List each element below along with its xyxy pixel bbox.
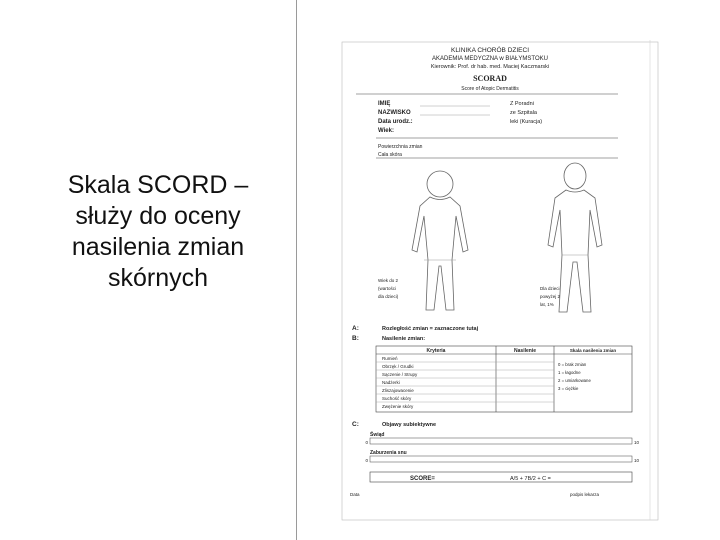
sleep-label: Zaburzenia snu: [370, 450, 407, 456]
section-b-label: B:: [352, 335, 359, 342]
scorad-form-scan: [300, 0, 720, 540]
scale-item: 1 = łagodne: [558, 370, 581, 375]
table-row: Sączenie / Strupy: [382, 372, 418, 377]
slide-divider: [296, 0, 297, 540]
form-header-2: AKADEMIA MEDYCZNA w BIAŁYMSTOKU: [432, 56, 548, 62]
table-row: Suchość skóry: [382, 396, 412, 401]
caption-line-3: nasilenia zmian: [71, 233, 245, 261]
field-age: Wiek:: [378, 128, 394, 134]
form-subtitle: Score of Atopic Dermatitis: [461, 86, 519, 92]
scale-item: 3 = ciężkie: [558, 386, 579, 391]
field-clinic: Z Poradni: [510, 101, 534, 107]
table-row: Nadżerki: [382, 380, 400, 385]
table-row: Zwężenie skóry: [382, 404, 414, 409]
score-label: SCORE=: [410, 476, 435, 482]
table-header-criteria: Kryteria: [426, 348, 446, 354]
slide-caption: [38, 170, 278, 294]
sleep-min: 0: [365, 458, 368, 463]
pruritus-max: 10: [634, 440, 640, 445]
score-formula: A/5 + 7B/2 + C =: [510, 476, 551, 482]
figure-note-left-1: Wiek do 2: [378, 278, 399, 283]
form-header-1: KLINIKA CHORÓB DZIECI: [450, 47, 530, 54]
section-a-text: Rozległość zmian = zaznaczone tutaj: [382, 326, 479, 332]
form-title: SCORAD: [473, 74, 507, 83]
table-header-scale: Skala nasilenia zmian: [569, 348, 617, 353]
figure-note-left-2: (wartości: [378, 286, 397, 291]
table-row: Zliszajowacenie: [382, 388, 414, 393]
field-treatment: leki (Kuracja): [510, 119, 543, 125]
scale-item: 0 = brak zmian: [558, 362, 587, 367]
form-header-3: Kierownik: Prof. dr hab. med. Maciej Kaczmarski: [430, 64, 550, 70]
figure-note-left-3: dla dzieci): [378, 294, 399, 299]
field-last-name: NAZWISKO: [378, 110, 411, 116]
field-first-name: IMIĘ: [378, 101, 391, 107]
field-birth-date: Data urodz.:: [378, 119, 413, 125]
section-c-text: Objawy subiektywne: [382, 422, 437, 428]
table-row: Rumień: [382, 356, 398, 361]
caption-line-2: służy do oceny: [75, 202, 241, 230]
table-header-severity: Nasilenie: [514, 348, 536, 354]
section-c-label: C:: [352, 421, 359, 428]
table-row: Obrzęk / Grudki: [382, 364, 414, 369]
figure-note-right-2: powyżej 2: [540, 294, 561, 299]
caption-line-4: skórnych: [107, 264, 209, 292]
caption-line-1: Skala SCORD –: [67, 171, 249, 199]
figure-note-right-1: Dla dzieci: [540, 286, 560, 291]
section-a-label: A:: [352, 325, 359, 332]
field-whole-skin: Cała skóra: [378, 152, 402, 158]
figure-note-right-3: lat, 1%: [540, 302, 554, 307]
signature-label: podpis lekarza: [570, 492, 600, 497]
field-hospital: ze Szpitala: [510, 110, 537, 116]
section-b-text: Nasilenie zmian:: [382, 336, 426, 342]
date-label: Data: [350, 492, 360, 497]
field-area: Powierzchnia zmian: [378, 144, 423, 150]
pruritus-min: 0: [365, 440, 368, 445]
pruritus-label: Świąd: [370, 432, 385, 438]
scale-item: 2 = umiarkowane: [558, 378, 591, 383]
sleep-max: 10: [634, 458, 640, 463]
